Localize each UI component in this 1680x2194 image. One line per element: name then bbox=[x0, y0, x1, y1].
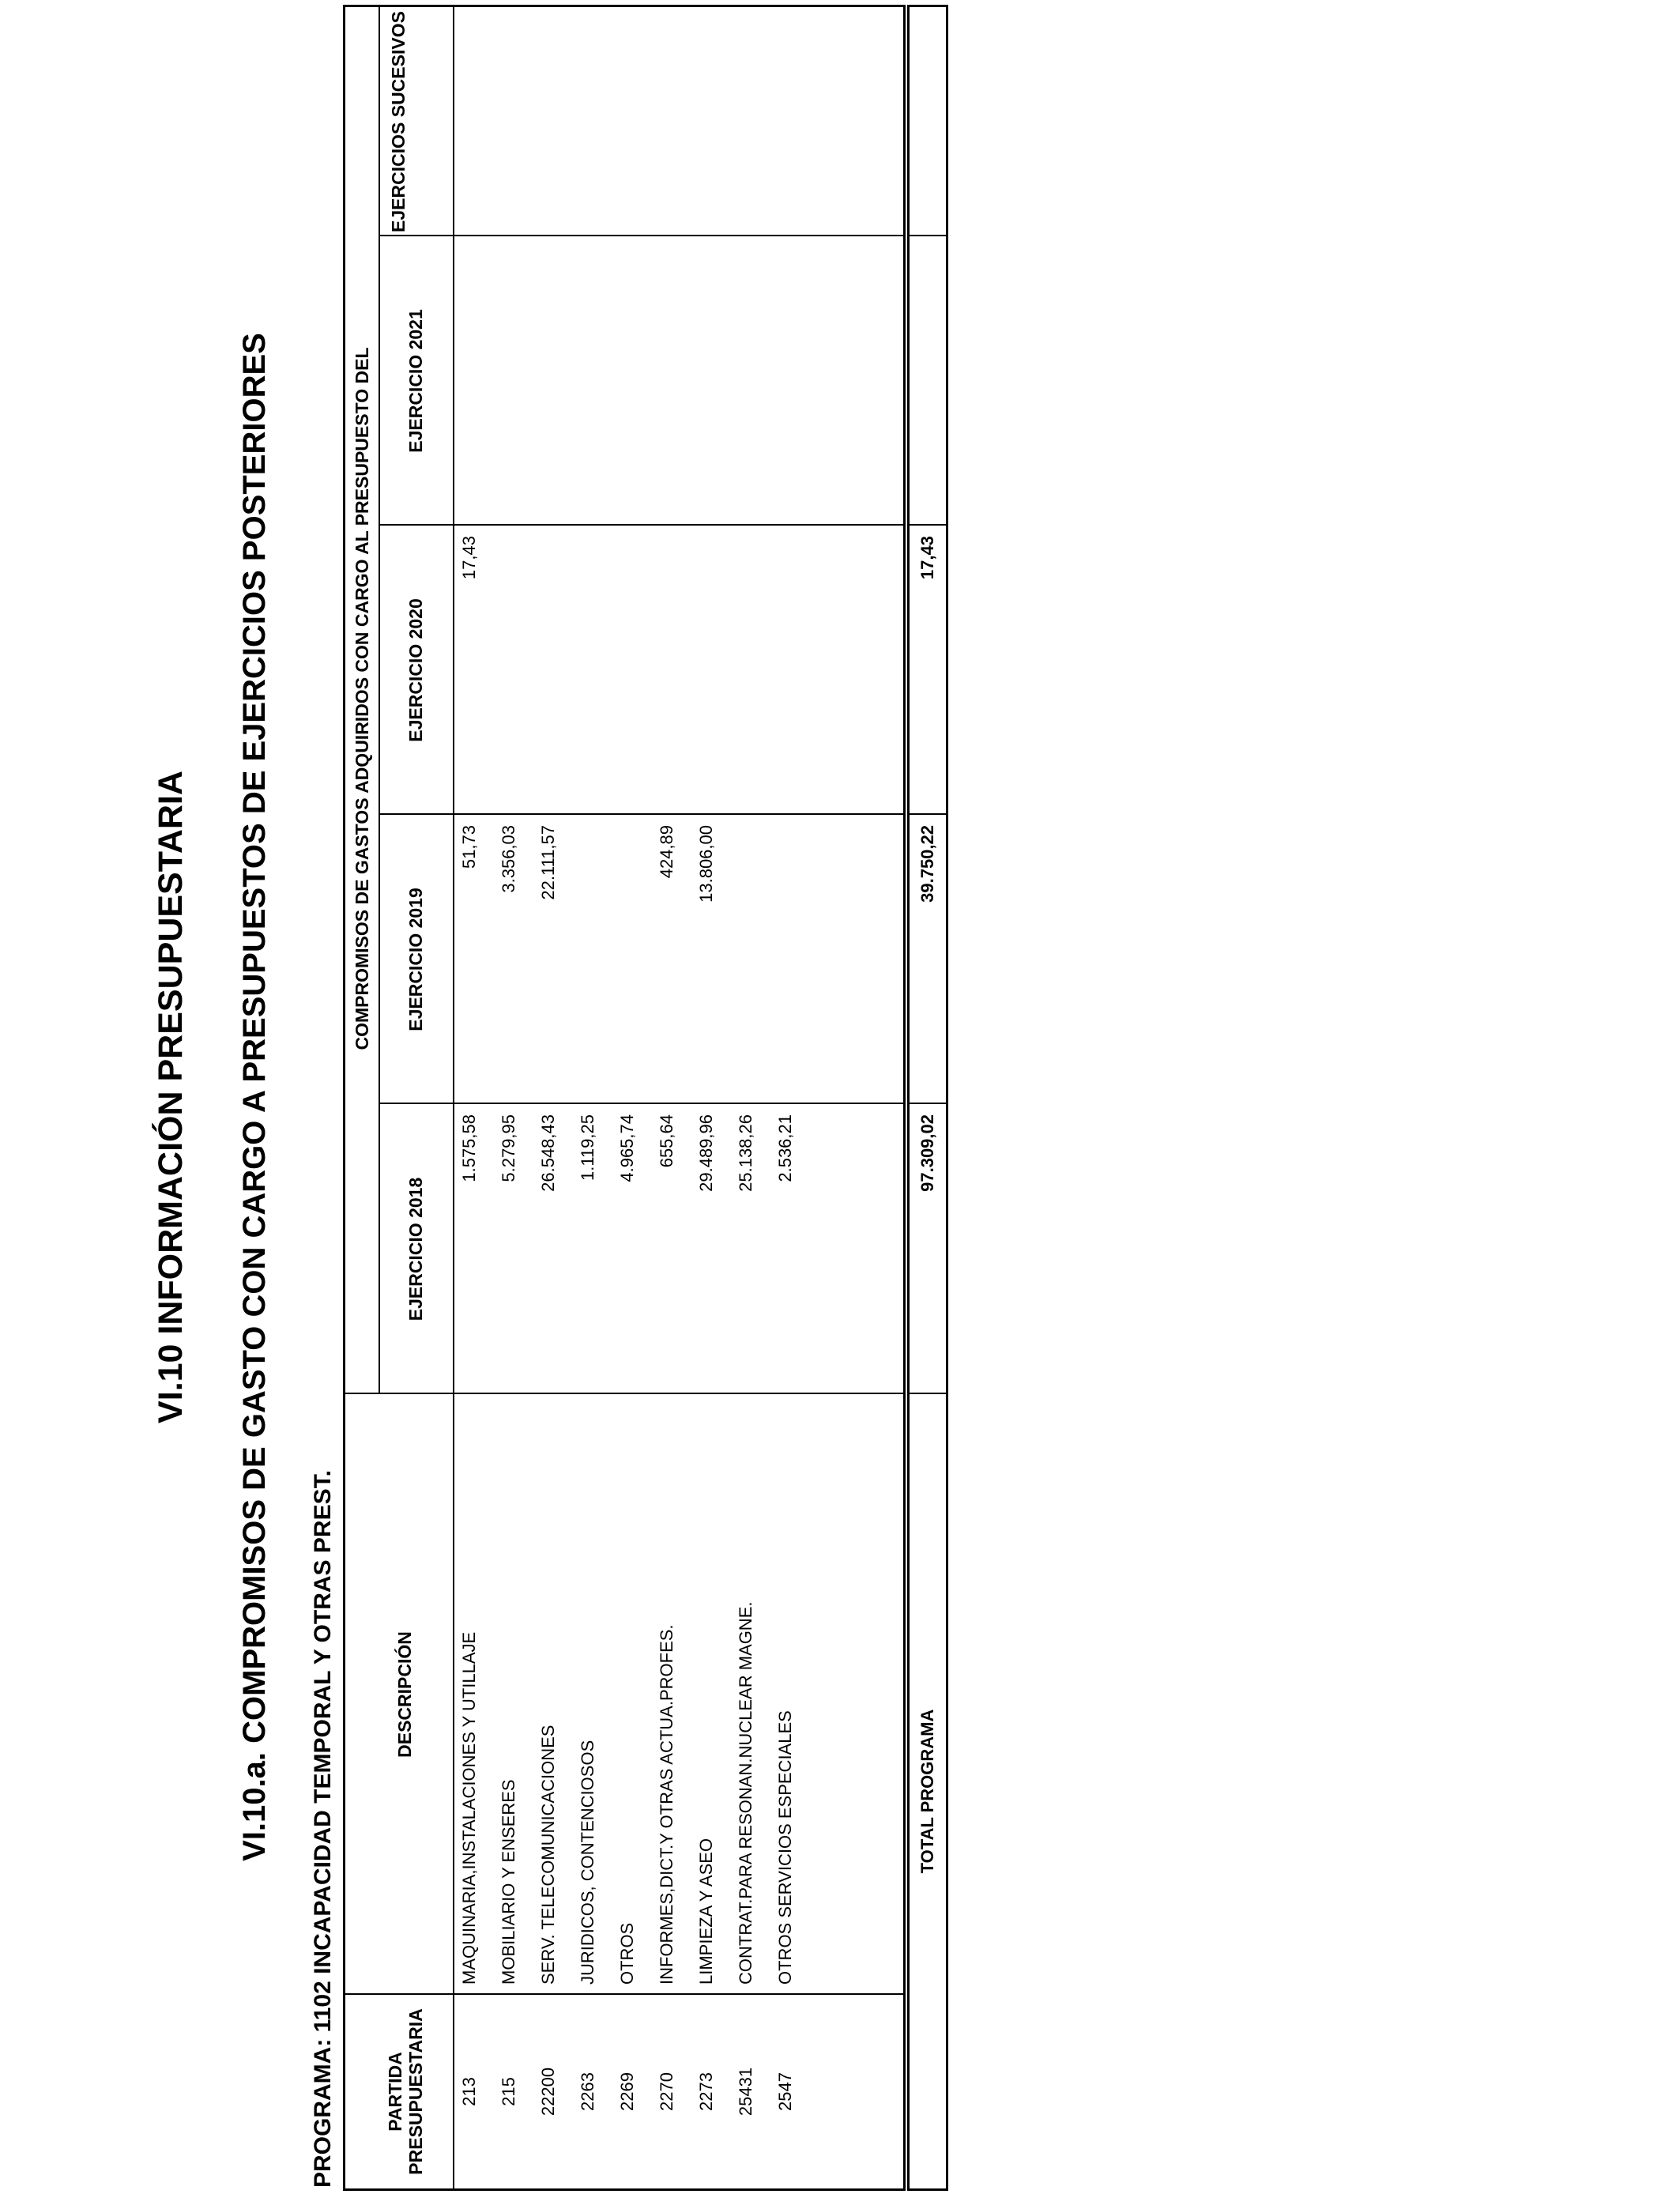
cell-2018: 4.965,74 bbox=[617, 1114, 637, 1182]
cell-partida: 22200 bbox=[538, 2067, 558, 2117]
cell-2019 bbox=[616, 825, 638, 1104]
cell-2021 bbox=[537, 247, 559, 526]
cell-sucesivos bbox=[774, 13, 797, 236]
header-partida-line1: PARTIDA bbox=[385, 2052, 405, 2132]
divider bbox=[453, 7, 454, 2188]
total-row bbox=[907, 5, 948, 2191]
cell-2021 bbox=[695, 247, 718, 526]
cell-sucesivos bbox=[498, 13, 520, 236]
divider bbox=[379, 524, 903, 526]
header-partida-line2: PRESUPUESTARIA bbox=[405, 2008, 426, 2175]
cell-2019: 22.111,57 bbox=[538, 825, 558, 900]
total-2018: 97.309,02 bbox=[917, 1114, 937, 1192]
cell-sucesivos bbox=[458, 13, 480, 236]
cell-descripcion: JURIDICOS, CONTENCIOSOS bbox=[578, 1740, 597, 1985]
divider bbox=[379, 7, 380, 1394]
header-2021: EJERCICIO 2021 bbox=[405, 309, 426, 453]
cell-sucesivos bbox=[656, 13, 678, 236]
cell-partida: 213 bbox=[459, 2077, 479, 2106]
cell-2018: 26.548,43 bbox=[538, 1114, 558, 1192]
cell-descripcion: MAQUINARIA,INSTALACIONES Y UTILLAJE bbox=[459, 1631, 479, 1985]
cell-partida: 2269 bbox=[617, 2072, 637, 2111]
cell-2018: 1.119,25 bbox=[578, 1114, 597, 1182]
divider bbox=[379, 813, 903, 815]
cell-2019 bbox=[735, 825, 757, 1104]
cell-2018: 25.138,26 bbox=[736, 1114, 755, 1192]
cell-descripcion: CONTRAT.PARA RESONAN.NUCLEAR MAGNE. bbox=[736, 1601, 755, 1985]
cell-sucesivos bbox=[537, 13, 559, 236]
cell-2021 bbox=[577, 247, 599, 526]
cell-2021 bbox=[774, 247, 797, 526]
cell-partida: 2273 bbox=[696, 2072, 716, 2111]
cell-2019: 13.806,00 bbox=[696, 825, 716, 903]
cell-sucesivos bbox=[577, 13, 599, 236]
cell-2020: 17,43 bbox=[459, 536, 479, 580]
divider bbox=[379, 1103, 903, 1104]
cell-2021 bbox=[656, 247, 678, 526]
cell-2021 bbox=[498, 247, 520, 526]
divider bbox=[379, 235, 903, 236]
cell-2021 bbox=[735, 247, 757, 526]
header-2020: EJERCICIO 2020 bbox=[405, 598, 426, 742]
divider bbox=[910, 524, 946, 526]
cell-2020 bbox=[577, 536, 599, 815]
cell-descripcion: OTROS SERVICIOS ESPECIALES bbox=[775, 1710, 795, 1985]
cell-descripcion: SERV. TELECOMUNICACIONES bbox=[538, 1725, 558, 1985]
header-descripcion: DESCRIPCIÓN bbox=[394, 1631, 415, 1758]
cell-2019 bbox=[577, 825, 599, 1104]
cell-2020 bbox=[735, 536, 757, 815]
cell-2020 bbox=[656, 536, 678, 815]
cell-partida: 2270 bbox=[657, 2072, 676, 2111]
cell-2018: 2.536,21 bbox=[775, 1114, 795, 1182]
cell-2019: 424,89 bbox=[657, 825, 676, 879]
cell-2020 bbox=[695, 536, 718, 815]
cell-partida: 215 bbox=[499, 2077, 518, 2106]
cell-2020 bbox=[498, 536, 520, 815]
cell-2018: 5.279,95 bbox=[499, 1114, 518, 1182]
cell-2021 bbox=[616, 247, 638, 526]
cell-sucesivos bbox=[695, 13, 718, 236]
cell-2018: 655,64 bbox=[657, 1114, 676, 1168]
cell-2019: 3.356,03 bbox=[499, 825, 518, 893]
total-2020: 17,43 bbox=[917, 536, 937, 580]
program-label: PROGRAMA: 1102 INCAPACIDAD TEMPORAL Y OTRAS PREST. bbox=[310, 1470, 336, 2188]
cell-2019 bbox=[774, 825, 797, 1104]
cell-2021 bbox=[458, 247, 480, 526]
cell-2018: 29.489,96 bbox=[696, 1114, 716, 1192]
cell-descripcion: LIMPIEZA Y ASEO bbox=[696, 1838, 716, 1985]
cell-sucesivos bbox=[616, 13, 638, 236]
sub-title: VI.10.a. COMPROMISOS DE GASTO CON CARGO A PRESUPUESTOS DE EJERCICIOS POSTERIORES bbox=[237, 333, 272, 1861]
commitments-table bbox=[343, 5, 906, 2191]
total-label: TOTAL PROGRAMA bbox=[917, 1709, 937, 1874]
header-sucesivos: EJERCICIOS SUCESIVOS bbox=[388, 11, 409, 232]
header-2018: EJERCICIO 2018 bbox=[405, 1177, 426, 1321]
divider bbox=[910, 235, 946, 236]
header-2019: EJERCICIO 2019 bbox=[405, 888, 426, 1031]
cell-2019: 51,73 bbox=[459, 825, 479, 869]
cell-2018: 1.575,58 bbox=[459, 1114, 479, 1182]
cell-2020 bbox=[616, 536, 638, 815]
cell-partida: 2263 bbox=[578, 2072, 597, 2111]
cell-descripcion: MOBILIARIO Y ENSERES bbox=[499, 1779, 518, 1985]
cell-partida: 25431 bbox=[736, 2067, 755, 2117]
cell-partida: 2547 bbox=[775, 2072, 795, 2111]
main-title: VI.10 INFORMACIÓN PRESUPUESTARIA bbox=[152, 771, 190, 1423]
cell-2020 bbox=[774, 536, 797, 815]
cell-2020 bbox=[537, 536, 559, 815]
header-group: COMPROMISOS DE GASTOS ADQUIRIDOS CON CARGO AL PRESUPUESTO DEL bbox=[352, 347, 372, 1050]
header-partida bbox=[385, 1995, 426, 2188]
cell-descripcion: INFORMES,DICT.Y OTRAS ACTUA.PROFES. bbox=[657, 1624, 676, 1985]
total-2019: 39.750,22 bbox=[917, 825, 937, 903]
cell-sucesivos bbox=[735, 13, 757, 236]
cell-descripcion: OTROS bbox=[617, 1922, 637, 1985]
